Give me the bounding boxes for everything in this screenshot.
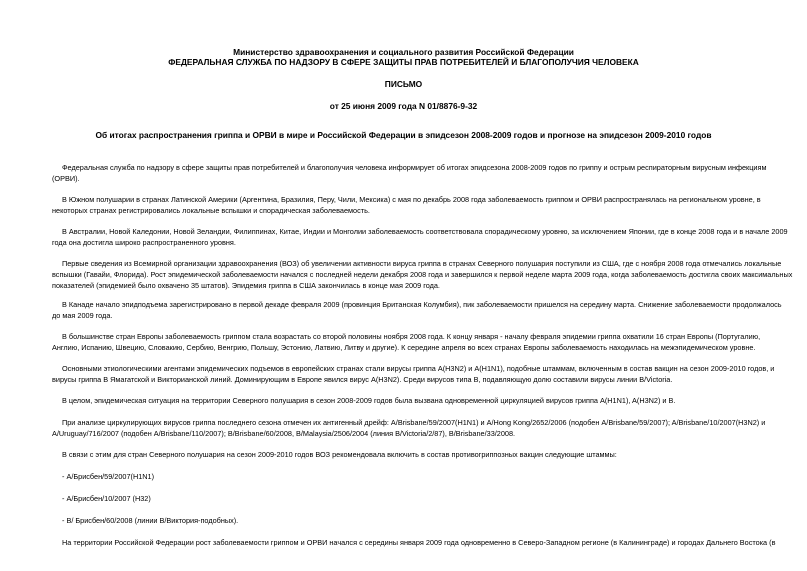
paragraph: Федеральная служба по надзору в сфере защиты прав потребителей и благополучия человека информирует об итогах эпидсезона 2008-2009 годов по гриппу и острым респираторным вирусным инфекциям (ОРВИ). [52,163,767,183]
document-title: Об итогах распространения гриппа и ОРВИ в мире и Российской Федерации в эпидсезон 2008-2009 годов и прогнозе на эпидсезон 2009-2010 годов [95,130,712,140]
paragraph: В Австралии, Новой Каледонии, Новой Зеландии, Филиппинах, Китае, Индии и Монголии заболеваемость соответствовала спорадическому уровню, за исключением Японии, где в конце 2008 года и в начале 2009 года она достигла широко распространенного уровня. [52,227,788,247]
list-item: - А/Брисбен/10/2007 (H32) [62,494,151,503]
paragraph: При анализе циркулирующих вирусов гриппа последнего сезона отмечен их антигенный дрейф: A/Brisbane/59/2007(H1N1) и A/Hong Kong/2652/2006 (подобен A/Brisbane/59/2007); A/Brisbane/10/2007(H3N2) и A/Uruguay/716/2007 (подобен A/Brisbane/110/2007); B/Brisbane/60/2008, B/Malaysia/2506/2004 (линия B/Victoria/2/87), B/Brisbane/33/2008. [52,418,766,438]
paragraph: На территории Российской Федерации рост заболеваемости гриппом и ОРВИ начался с середины января 2009 года одновременно в Северо-Западном регионе (в Калининграде) и городах Дальнего Востока (в [62,538,776,547]
paragraph: В связи с этим для стран Северного полушария на сезон 2009-2010 годов ВОЗ рекомендовала включить в состав противогриппозных вакцин следующие штаммы: [62,450,617,459]
paragraph: В Южном полушарии в странах Латинской Америки (Аргентина, Бразилия, Перу, Чили, Мексика) с мая по декабрь 2008 года заболеваемость гриппом и ОРВИ распространялась на региональном уровне, в некоторых странах регистрировались локальные вспышки и спорадическая заболеваемость. [52,195,761,215]
paragraph: В Канаде начало эпидподъема зарегистрировано в первой декаде февраля 2009 (провинция Британская Колумбия), пик заболеваемости пришелся на середину марта. Снижение заболеваемости продолжалось до мая 2009 года. [52,300,782,320]
date-and-number: от 25 июня 2009 года N 01/8876-9-32 [329,101,478,111]
ministry-name: Министерство здравоохранения и социального развития Российской Федерации [233,47,574,57]
paragraph: В целом, эпидемическая ситуация на территории Северного полушария в сезон 2008-2009 годов была вызвана одновременной циркуляцией вирусов гриппа A(H1N1), A(H3N2) и В. [62,396,676,405]
document-type: ПИСЬМО [384,79,423,89]
list-item: - В/ Брисбен/60/2008 (линии В/Виктория-подобных). [62,516,239,525]
list-item: - А/Брисбен/59/2007(H1N1) [62,472,155,481]
paragraph: Первые сведения из Всемирной организации здравоохранения (ВОЗ) об увеличении активности вируса гриппа в странах Северного полушария поступили из США, где с ноября 2008 года отмечались локальные вспышки (Гавайи, Флорида). Рост эпидемической заболеваемости начался с последней недели декабря 2008 года и завершился к первой неделе марта 2009 года, когда заболеваемость достигла своих максимальных показателей (эпидемией было охвачено 35 штатов). Эпидемия гриппа в США закончилась в конце мая 2009 года. [52,259,793,290]
service-name: ФЕДЕРАЛЬНАЯ СЛУЖБА ПО НАДЗОРУ В СФЕРЕ ЗАЩИТЫ ПРАВ ПОТРЕБИТЕЛЕЙ И БЛАГОПОЛУЧИЯ ЧЕЛОВЕКА [168,57,639,67]
paragraph: Основными этиологическими агентами эпидемических подъемов в европейских странах стали вирусы гриппа A(H3N2) и A(H1N1), подобные штаммам, включенным в состав вакцин на сезон 2009-2010 годов, и вирусы гриппа В Ямагатской и Викторианской линий. Доминирующим в Европе явился вирус A(H3N2). Среди вирусов типа В, подавляющую долю составили вирусы линии B/Victoria. [52,364,775,384]
paragraph: В большинстве стран Европы заболеваемость гриппом стала возрастать со второй половины ноября 2008 года. К концу января - началу февраля эпидемии гриппа охватили 16 стран Европы (Португалию, Англию, Испанию, Швецию, Словакию, Сербию, Венгрию, Польшу, Эстонию, Латвию, Литву и другие). К середине апреля во всех странах Европы заболеваемость находилась на межэпидемическом уровне. [52,332,761,352]
